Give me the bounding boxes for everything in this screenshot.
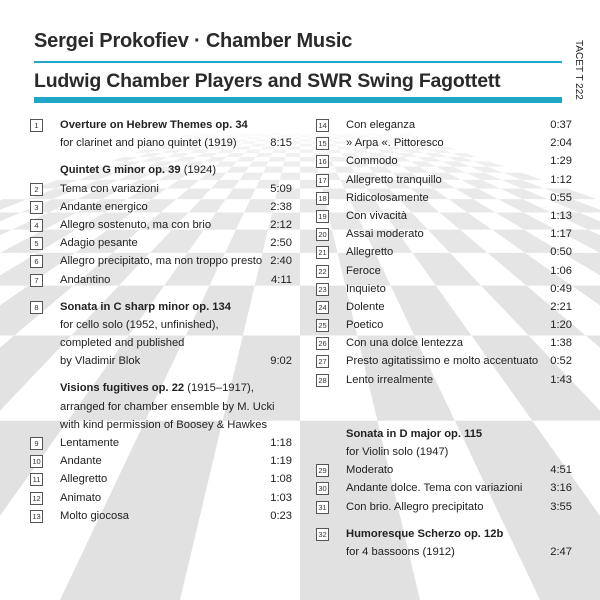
track-row[interactable] — [316, 262, 572, 280]
track-description: by Vladimir Blok — [60, 355, 141, 368]
track-row[interactable] — [30, 271, 292, 289]
track-duration: 1:08 — [270, 473, 292, 486]
track-detail-row — [316, 543, 572, 561]
track-row[interactable] — [30, 452, 292, 470]
floor-tile — [300, 157, 316, 161]
track-title: Lento irrealmente — [346, 373, 434, 386]
track-detail-row — [30, 316, 292, 334]
track-detail-row — [30, 352, 292, 370]
track-number: 11 — [30, 473, 43, 486]
track-row[interactable] — [316, 116, 572, 134]
track-duration: 1:18 — [270, 437, 292, 449]
track-title: Humoresque Scherzo op. 12b — [346, 527, 504, 540]
track-duration: 1:12 — [550, 173, 572, 186]
track-description: for cello solo (1952, unfinished), — [60, 318, 219, 331]
track-duration: 2:47 — [550, 545, 572, 558]
album-title: Sergei Prokofiev · Chamber Music — [34, 30, 353, 52]
track-title: Allegro sostenuto, ma con brio — [60, 218, 212, 231]
track-number: 15 — [316, 137, 329, 150]
track-number: 22 — [316, 265, 329, 278]
track-detail-row — [30, 398, 292, 416]
track-description: completed and published — [60, 337, 185, 350]
track-row[interactable] — [316, 479, 572, 497]
track-row[interactable] — [30, 489, 292, 507]
track-number: 26 — [316, 337, 329, 350]
track-title: Con brio. Allegro precipitato — [346, 500, 484, 513]
track-duration: 8:15 — [270, 137, 292, 150]
track-title: Andante — [60, 455, 102, 468]
track-number: 24 — [316, 301, 329, 314]
track-row[interactable] — [30, 116, 292, 134]
work-heading — [316, 425, 572, 443]
work-heading — [30, 379, 292, 397]
track-title: Con una dolce lentezza — [346, 337, 463, 350]
track-number: 13 — [30, 510, 43, 523]
track-number: 28 — [316, 374, 329, 387]
track-duration: 9:02 — [270, 355, 292, 368]
track-duration: 2:12 — [270, 218, 292, 231]
track-detail-row — [30, 334, 292, 352]
track-number: 2 — [30, 183, 43, 196]
track-number: 7 — [30, 274, 43, 287]
track-number: 20 — [316, 228, 329, 241]
track-duration: 2:40 — [270, 255, 292, 268]
track-title: Tema con variazioni — [60, 182, 159, 195]
track-duration: 0:23 — [270, 509, 292, 522]
track-title: Moderato — [346, 464, 394, 477]
track-duration: 1:17 — [550, 228, 572, 241]
track-number: 19 — [316, 210, 329, 223]
track-number: 9 — [30, 437, 43, 450]
work-heading — [30, 161, 292, 179]
track-title: Allegretto — [346, 246, 394, 259]
track-row[interactable] — [30, 234, 292, 252]
track-title: Feroce — [346, 264, 381, 277]
work-year: (1915–1917), — [184, 382, 254, 395]
track-title: Lentamente — [60, 437, 120, 449]
track-duration: 0:55 — [550, 191, 572, 204]
floor-tile — [300, 135, 310, 137]
track-duration: 4:11 — [271, 273, 292, 286]
track-duration: 4:51 — [550, 464, 572, 477]
track-row[interactable] — [30, 470, 292, 488]
track-duration: 0:52 — [550, 355, 572, 368]
track-row[interactable] — [30, 180, 292, 198]
track-title: Assai moderato — [346, 228, 424, 241]
work-title: Sonata in D major op. 115 — [346, 427, 483, 440]
track-number: 25 — [316, 319, 329, 332]
track-number: 32 — [316, 528, 329, 541]
track-row[interactable] — [316, 334, 572, 352]
track-title: Andante energico — [60, 200, 148, 213]
track-number: 14 — [316, 119, 329, 132]
track-row[interactable] — [316, 498, 572, 516]
floor-tile — [0, 199, 28, 212]
tracklist-right — [316, 116, 572, 561]
album-subtitle: Ludwig Chamber Players and SWR Swing Fagottett — [34, 70, 501, 92]
track-title: Dolente — [346, 300, 385, 313]
track-number: 23 — [316, 283, 329, 296]
track-duration: 5:09 — [270, 182, 292, 195]
track-duration: 3:16 — [550, 482, 572, 495]
track-row[interactable] — [316, 352, 572, 370]
track-duration: 2:04 — [550, 137, 572, 150]
track-title: Allegro precipitato, ma non troppo presto — [60, 255, 263, 268]
track-title: Con vivacità — [346, 209, 407, 222]
track-row[interactable] — [316, 134, 572, 152]
track-description: for clarinet and piano quintet (1919) — [60, 137, 237, 150]
track-number: 29 — [316, 464, 329, 477]
track-number: 5 — [30, 237, 43, 250]
track-detail-row — [30, 416, 292, 434]
track-title: Ridicolosamente — [346, 191, 429, 204]
work-title: Quintet G minor op. 39 — [60, 164, 181, 177]
track-title: Sonata in C sharp minor op. 134 — [60, 300, 231, 313]
tracklist-left — [30, 116, 292, 525]
floor-tile — [300, 144, 312, 147]
track-number: 10 — [30, 455, 43, 468]
track-row[interactable] — [316, 189, 572, 207]
track-title: Andante dolce. Tema con variazioni — [346, 482, 523, 495]
track-duration: 1:06 — [550, 264, 572, 277]
track-row[interactable] — [316, 461, 572, 479]
track-number: 21 — [316, 246, 329, 259]
track-number: 17 — [316, 174, 329, 187]
track-row[interactable] — [316, 525, 572, 543]
track-number: 4 — [30, 219, 43, 232]
subtitle-divider — [34, 97, 562, 103]
track-duration: 0:49 — [550, 282, 572, 295]
track-duration: 1:43 — [550, 373, 572, 386]
track-row[interactable] — [30, 298, 292, 316]
track-description: for 4 bassoons (1912) — [346, 545, 455, 558]
track-title: Andantino — [60, 273, 111, 286]
track-title: Animato — [60, 491, 102, 504]
track-title: Molto giocosa — [60, 509, 130, 522]
track-duration: 1:29 — [550, 155, 572, 168]
track-row[interactable] — [30, 434, 292, 452]
work-description: arranged for chamber ensemble by M. Ucki — [60, 400, 275, 413]
track-detail-row — [316, 443, 572, 461]
track-number: 30 — [316, 482, 329, 495]
track-row[interactable] — [30, 252, 292, 270]
track-duration: 1:19 — [270, 455, 292, 468]
track-title: Overture on Hebrew Themes op. 34 — [60, 119, 248, 131]
track-title: Con eleganza — [346, 119, 416, 131]
work-description: with kind permission of Boosey & Hawkes — [60, 418, 268, 431]
track-row[interactable] — [316, 280, 572, 298]
track-number: 18 — [316, 192, 329, 205]
track-duration: 3:55 — [550, 500, 572, 513]
track-title: Presto agitatissimo e molto accentuato — [346, 355, 539, 368]
track-row[interactable] — [30, 216, 292, 234]
track-row[interactable] — [316, 225, 572, 243]
track-number: 1 — [30, 119, 43, 132]
work-year: (1924) — [180, 164, 217, 177]
track-title: Adagio pesante — [60, 237, 138, 250]
track-duration: 2:21 — [550, 300, 572, 313]
track-duration: 1:20 — [550, 319, 572, 332]
catalog-number: TACET T 222 — [573, 40, 584, 100]
floor-tile — [300, 139, 311, 141]
track-row[interactable] — [316, 243, 572, 261]
track-number: 6 — [30, 255, 43, 268]
track-duration: 1:03 — [270, 491, 292, 504]
track-number: 31 — [316, 501, 329, 514]
title-divider — [34, 61, 562, 63]
track-duration: 1:13 — [550, 209, 572, 222]
track-row[interactable] — [316, 207, 572, 225]
track-duration: 2:50 — [270, 237, 292, 250]
track-number: 3 — [30, 201, 43, 214]
track-duration: 0:37 — [550, 119, 572, 131]
track-title: » Arpa «. Pittoresco — [346, 137, 444, 150]
track-title: Inquieto — [346, 282, 386, 295]
track-row[interactable] — [316, 171, 572, 189]
work-title: Visions fugitives op. 22 — [60, 382, 185, 395]
track-duration: 2:38 — [270, 200, 292, 213]
track-row[interactable] — [316, 316, 572, 334]
track-row[interactable] — [316, 371, 572, 389]
track-row[interactable] — [30, 198, 292, 216]
track-row[interactable] — [316, 298, 572, 316]
track-number: 16 — [316, 155, 329, 168]
track-title: Allegretto tranquillo — [346, 173, 442, 186]
track-number: 8 — [30, 301, 43, 314]
track-duration: 1:38 — [550, 337, 572, 350]
track-duration: 0:50 — [550, 246, 572, 259]
track-number: 27 — [316, 355, 329, 368]
track-title: Poetico — [346, 319, 384, 332]
track-detail-row — [30, 134, 292, 152]
track-row[interactable] — [316, 152, 572, 170]
work-description: for Violin solo (1947) — [346, 446, 449, 458]
track-title: Allegretto — [60, 473, 108, 486]
track-row[interactable] — [30, 507, 292, 525]
track-title: Commodo — [346, 155, 398, 168]
floor-tile — [300, 150, 314, 153]
track-number: 12 — [30, 492, 43, 505]
